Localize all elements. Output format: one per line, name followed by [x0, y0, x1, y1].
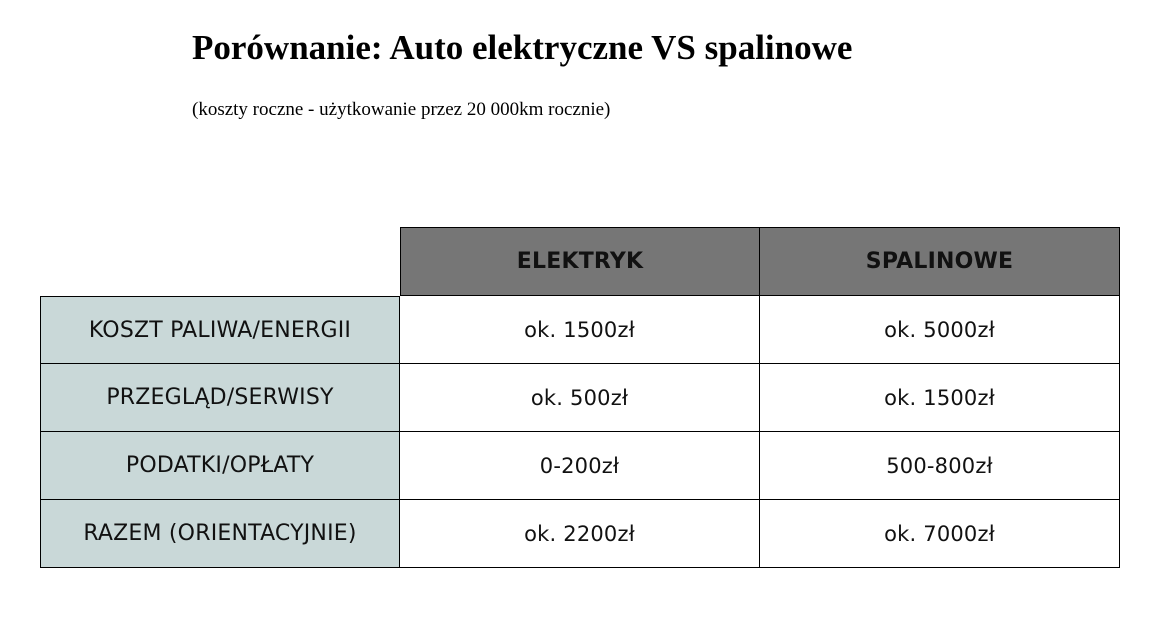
cell-taxes-electric: 0-200zł — [400, 432, 760, 500]
table-corner-empty — [40, 227, 400, 296]
cell-total-combustion: ok. 7000zł — [760, 500, 1120, 568]
page-subtitle: (koszty roczne - użytkowanie przez 20 000km rocznie) — [192, 99, 611, 120]
cell-service-combustion: ok. 1500zł — [760, 364, 1120, 432]
row-label-fuel-cost: KOSZT PALIWA/ENERGII — [40, 296, 400, 364]
row-label-service: PRZEGLĄD/SERWISY — [40, 364, 400, 432]
comparison-table — [40, 227, 1120, 568]
cell-taxes-combustion: 500-800zł — [760, 432, 1120, 500]
row-label-total: RAZEM (ORIENTACYJNIE) — [40, 500, 400, 568]
row-label-taxes: PODATKI/OPŁATY — [40, 432, 400, 500]
column-header-elektryk: ELEKTRYK — [400, 227, 760, 296]
cell-total-electric: ok. 2200zł — [400, 500, 760, 568]
cell-fuel-cost-combustion: ok. 5000zł — [760, 296, 1120, 364]
cell-fuel-cost-electric: ok. 1500zł — [400, 296, 760, 364]
column-header-spalinowe: SPALINOWE — [760, 227, 1120, 296]
cell-service-electric: ok. 500zł — [400, 364, 760, 432]
page-title: Porównanie: Auto elektryczne VS spalinowe — [192, 28, 853, 67]
